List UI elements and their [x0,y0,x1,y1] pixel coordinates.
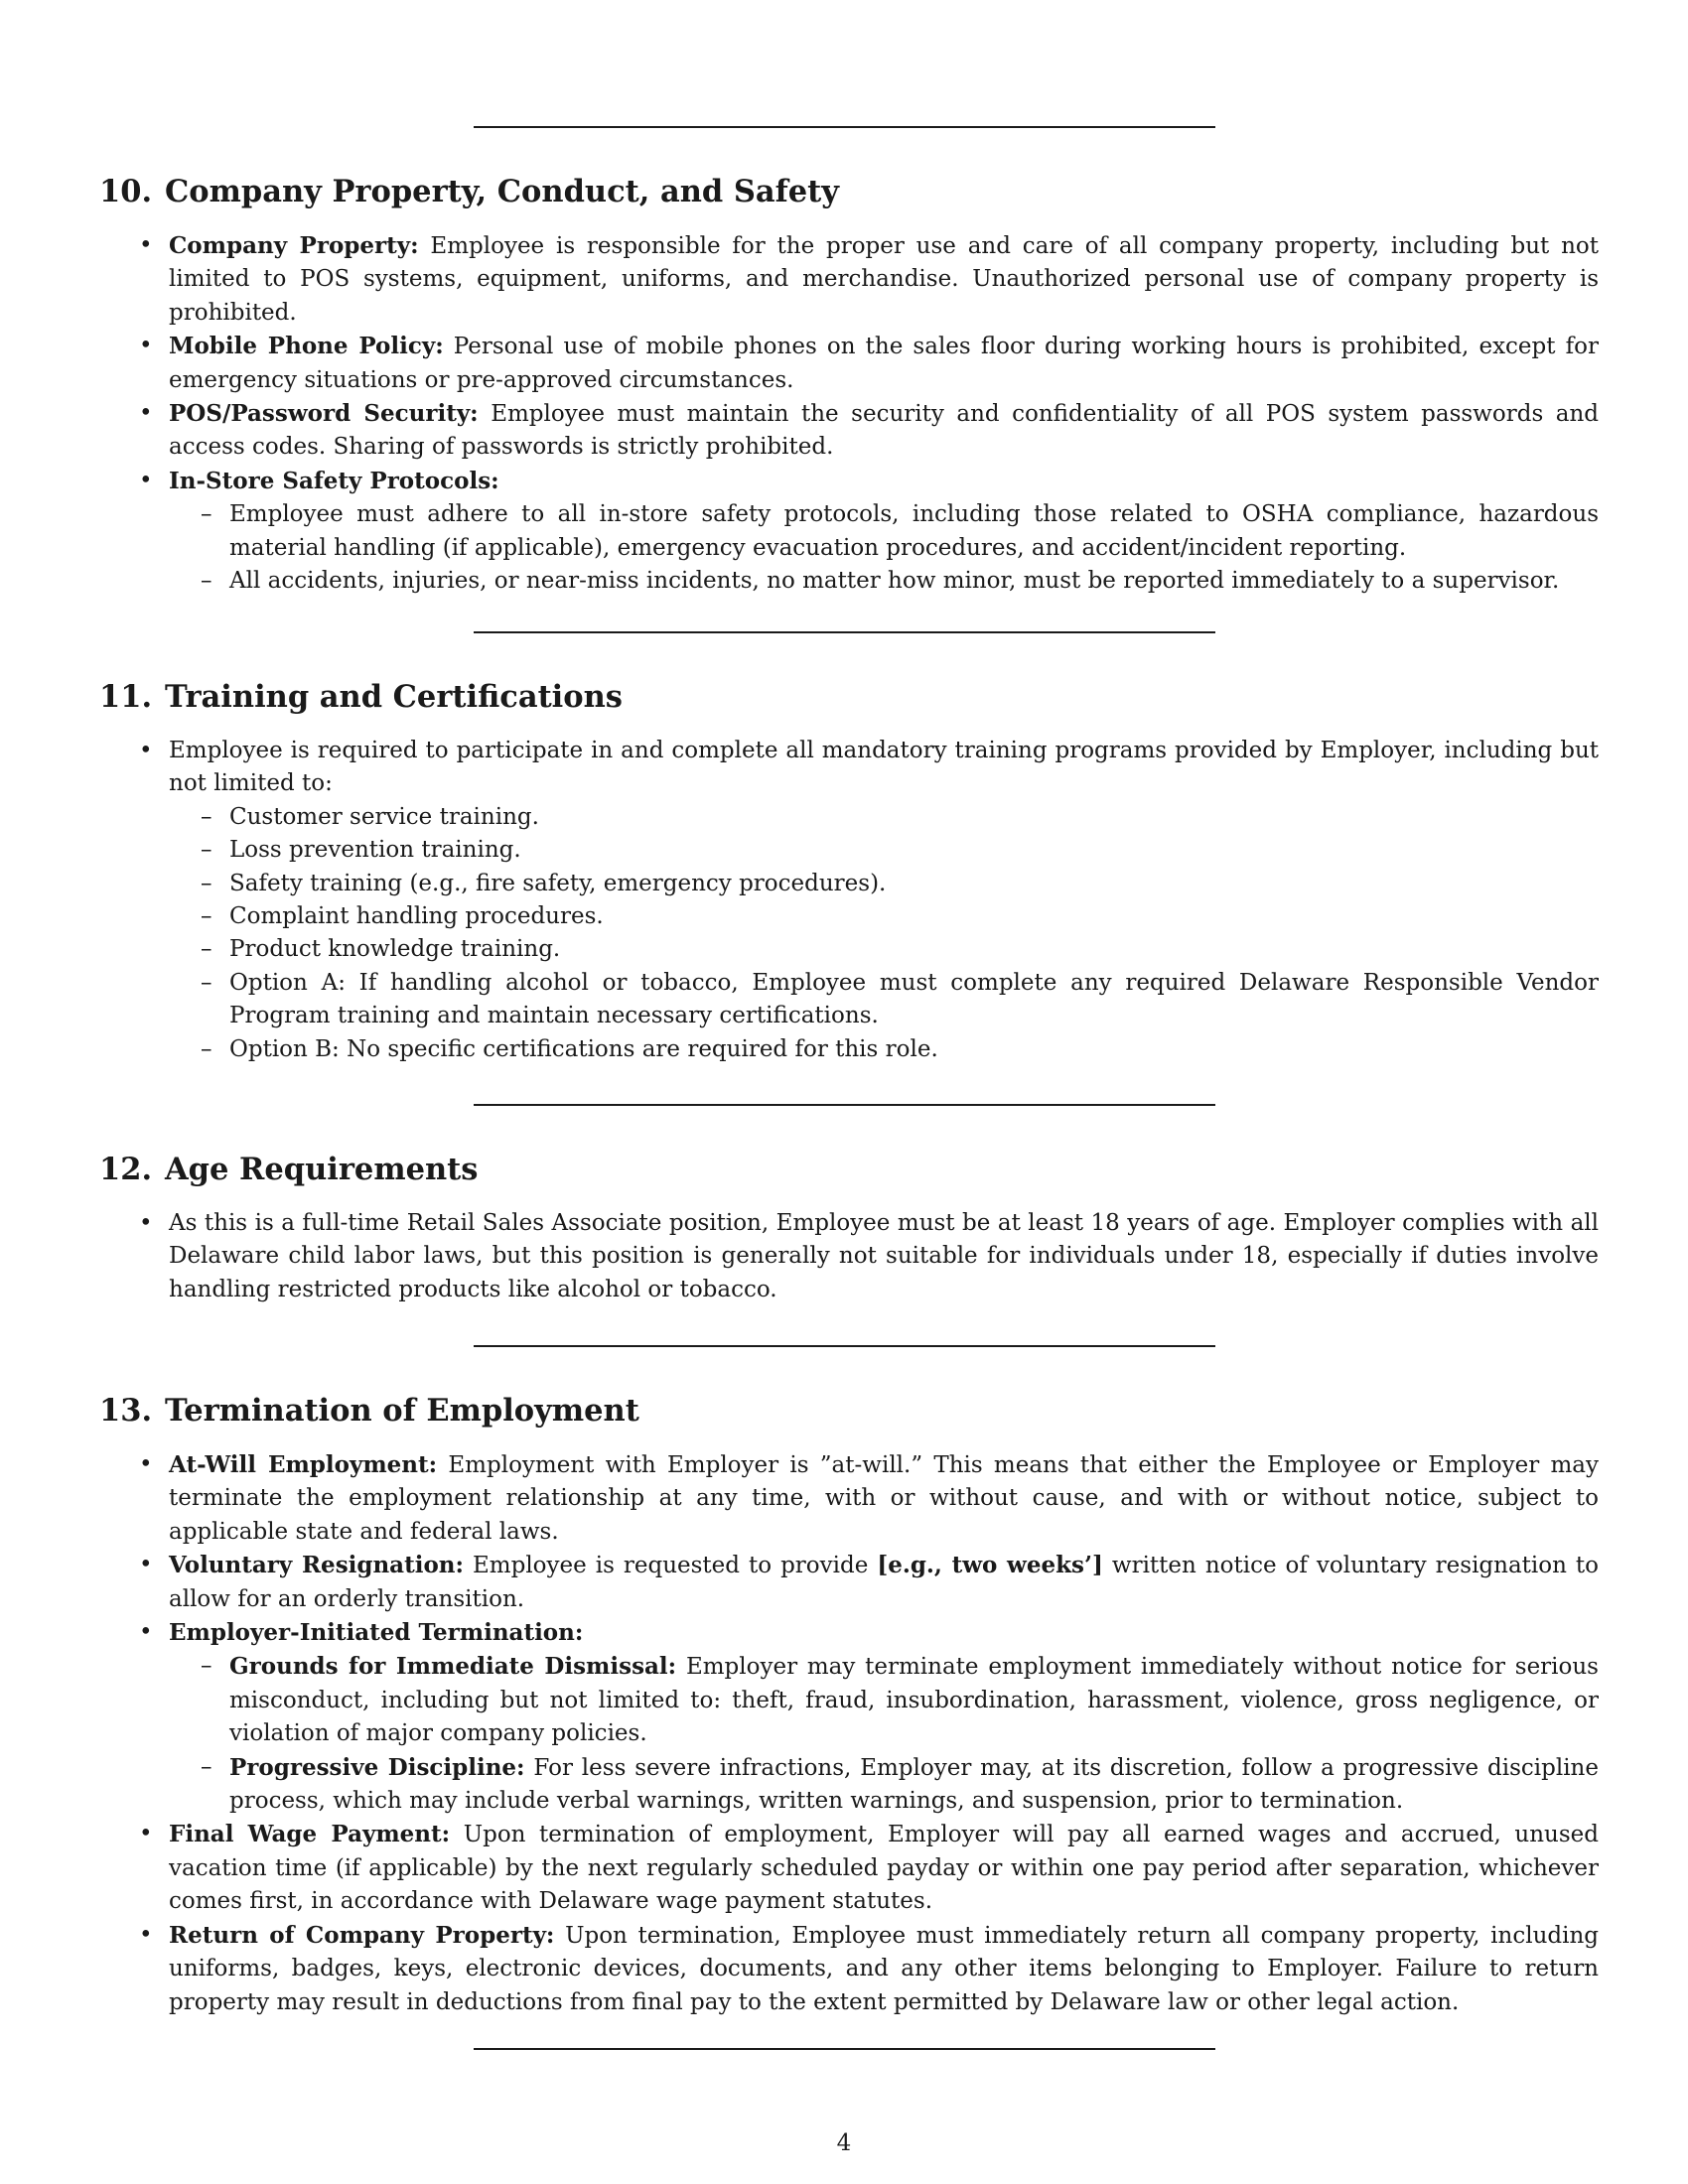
bullet-list [99,1448,1599,2019]
notice-period: [e.g., two weeks’] [877,1552,1103,1579]
item-lead: Mobile Phone Policy: [169,333,444,360]
item-lead: POS/Password Security: [169,400,479,428]
section-heading [99,1392,1599,1430]
sub-list-item: – Loss prevention training. [169,834,1599,867]
list-item [99,1549,1599,1616]
sub-list [169,498,1599,598]
bullet-list [99,229,1599,598]
section-title: Training and Certifications [165,679,623,715]
horizontal-rule [474,1104,1215,1106]
horizontal-rule [474,1345,1215,1347]
list-item [99,229,1599,330]
section-number: 12. [99,1152,153,1187]
item-text: Upon termination of employment, Employer will pay all earned wages and accrued, unused vacation time (if applicable) by the next regularly scheduled payday or within one pay period after separation, whichever comes first, in accordance with Delaware wage payment statutes. [169,1822,1599,1915]
section-11 [99,678,1599,1066]
item-lead: Company Property: [169,232,419,259]
item-text: written notice of voluntary resignation to allow for an orderly transition. [169,1553,1600,1612]
section-number: 11. [99,679,153,715]
item-text: Employment with Employer is ”at-will.” This means that either the Employee or Employer may terminate the employment relationship at any time, with or without cause, and with or without notice, subject to applicable state and federal laws. [169,1452,1599,1545]
list-item [99,1448,1599,1549]
sub-list-item: – All accidents, injuries, or near-miss incidents, no matter how minor, must be reported immediately to a supervisor. [169,565,1599,598]
sub-list-item: – Product knowledge training. [169,933,1599,966]
item-lead: Employer-Initiated Termination: [169,1619,584,1647]
item-lead: Grounds for Immediate Dismissal: [229,1653,677,1681]
bullet-list [99,1207,1599,1306]
section-heading [99,173,1599,210]
section-number: 13. [99,1393,153,1429]
section-heading [99,678,1599,716]
item-text: Upon termination, Employee must immediately return all company property, including uniforms, badges, keys, electronic devices, documents, and any other items belonging to Employer. Failure to return property may result in deductions from final pay to the extent permitted by Delaware law or other legal action. [169,1922,1599,2015]
list-item [99,1818,1599,1918]
sub-list-item [169,1751,1599,1819]
bullet-list [99,735,1599,1066]
item-lead: In-Store Safety Protocols: [169,467,499,494]
item-lead: Return of Company Property: [169,1921,555,1949]
section-number: 10. [99,174,153,209]
sub-list [169,801,1599,1066]
sub-list-item [169,1650,1599,1750]
horizontal-rule [474,2048,1215,2050]
item-text: Personal use of mobile phones on the sales floor during working hours is prohibited, except for emergency situations or pre-approved circumstances. [169,334,1599,393]
item-lead: Voluntary Resignation: [169,1552,465,1579]
item-text: For less severe infractions, Employer may, at its discretion, follow a progressive discipline process, which may include verbal warnings, written warnings, and suspension, prior to termination. [229,1754,1599,1815]
sub-list-item: – Option A: If handling alcohol or tobacco, Employee must complete any required Delaware Responsible Vendor Program training and maintain necessary certifications. [169,967,1599,1033]
item-text: Employee is requested to provide [464,1553,878,1579]
page-number: 4 [836,2130,852,2156]
section-heading [99,1151,1599,1188]
horizontal-rule [474,631,1215,633]
item-text: Employee must maintain the security and confidentiality of all POS system passwords and access codes. Sharing of passwords is strictly prohibited. [169,401,1600,461]
horizontal-rule [474,126,1215,128]
section-10 [99,173,1599,598]
section-title: Age Requirements [165,1152,479,1187]
sub-list-item: – Customer service training. [169,801,1599,834]
item-lead: Final Wage Payment: [169,1821,451,1848]
list-item [99,735,1599,1066]
list-item [99,397,1599,465]
sub-list [169,1650,1599,1818]
sub-list-item: – Employee must adhere to all in-store safety protocols, including those related to OSHA compliance, hazardous material handling (if applicable), emergency evacuation procedures, and accident/incident reporting. [169,498,1599,565]
list-item [99,1919,1599,2019]
sub-list-item: – Safety training (e.g., fire safety, emergency procedures). [169,868,1599,900]
item-text: Employee is responsible for the proper use and care of all company property, including but not limited to POS systems, equipment, uniforms, and merchandise. Unauthorized personal use of company property is prohibited. [169,233,1599,326]
list-item [99,1616,1599,1818]
section-title: Company Property, Conduct, and Safety [165,174,839,209]
item-lead: At-Will Employment: [169,1451,438,1478]
list-item [99,330,1599,397]
section-12 [99,1151,1599,1306]
sub-list-item: – Option B: No specific certifications are required for this role. [169,1033,1599,1066]
section-13 [99,1392,1599,2019]
list-item: • As this is a full-time Retail Sales Associate position, Employee must be at least 18 years of age. Employer complies with all Delaware child labor laws, but this position is generally not suitable for individuals under 18, especially if duties involve handling restricted products like alcohol or tobacco. [99,1207,1599,1306]
list-item [99,465,1599,599]
item-lead: Progressive Discipline: [229,1753,525,1781]
item-text: Employee is required to participate in and complete all mandatory training programs provided by Employer, including but not limited to: [169,738,1599,797]
section-title: Termination of Employment [165,1393,639,1429]
sub-list-item: – Complaint handling procedures. [169,900,1599,933]
item-text: Employer may terminate employment immediately without notice for serious misconduct, including but not limited to: theft, fraud, insubordination, harassment, violence, gross negligence, or violation of major company policies. [229,1654,1599,1747]
